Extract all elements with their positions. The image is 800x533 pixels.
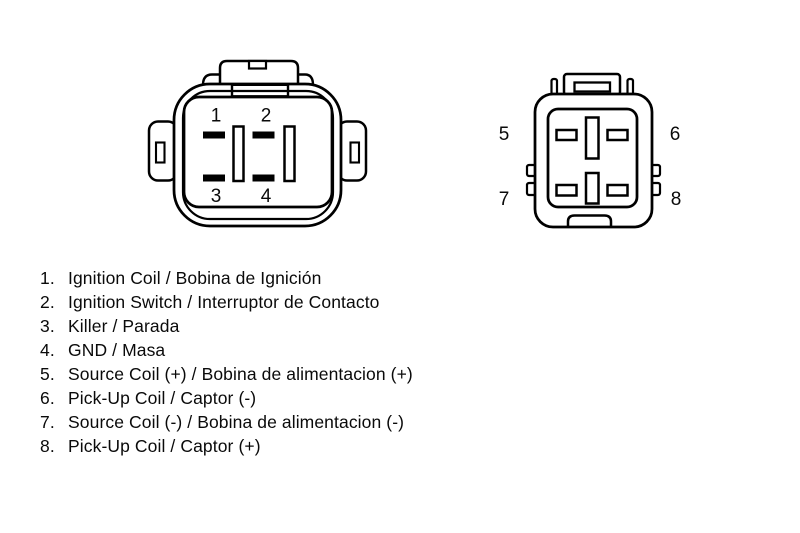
legend-item-number: 2. (40, 292, 55, 312)
pin-8-terminal (608, 185, 628, 196)
pin-1-terminal (203, 132, 225, 139)
legend-item-label: GND / Masa (68, 340, 166, 360)
pin-7-terminal (557, 185, 577, 196)
pin-label-4: 4 (260, 186, 272, 207)
pin-6-terminal (608, 130, 628, 140)
right-connector-prong-right (628, 79, 634, 95)
legend-item-label: Pick-Up Coil / Captor (-) (68, 388, 257, 408)
pin-2-terminal (253, 132, 275, 139)
pin-4-terminal (253, 175, 275, 182)
legend-item-number: 1. (40, 268, 55, 288)
legend-item-number: 4. (40, 340, 55, 360)
right-connector-key-slot-bottom (586, 173, 599, 204)
pin-label-2: 2 (260, 105, 272, 127)
legend-item-number: 5. (40, 364, 55, 384)
pin-label-1: 1 (210, 105, 222, 127)
left-connector-hood-notch (249, 61, 266, 69)
legend-item-label: Pick-Up Coil / Captor (+) (68, 436, 261, 456)
legend-item (40, 314, 413, 338)
right-connector-top-tab-slot (575, 83, 611, 92)
pin-legend (40, 266, 413, 458)
legend-item-label: Ignition Switch / Interruptor de Contacto (68, 292, 380, 312)
legend-item-number: 6. (40, 388, 55, 408)
legend-item-label: Ignition Coil / Bobina de Ignición (68, 268, 322, 288)
left-connector-side-tab-slot-right (351, 143, 360, 163)
legend-item-number: 7. (40, 412, 55, 432)
left-connector-face (184, 97, 332, 207)
legend-item-label: Killer / Parada (68, 316, 180, 336)
legend-item (40, 386, 413, 410)
left-connector (149, 61, 366, 226)
left-connector-side-tab-slot-left (156, 143, 165, 163)
legend-item (40, 362, 413, 386)
pin-5-terminal (557, 130, 577, 140)
legend-item-label: Source Coil (-) / Bobina de alimentacion (-) (68, 412, 405, 432)
pin-3-terminal (203, 175, 225, 182)
left-connector-key-slot-1 (234, 127, 244, 182)
pin-label-6: 6 (669, 124, 681, 145)
legend-item (40, 338, 413, 362)
legend-item (40, 266, 413, 290)
right-connector-key-slot-top (586, 118, 599, 159)
legend-item-number: 3. (40, 316, 55, 336)
legend-item (40, 434, 413, 458)
legend-item-number: 8. (40, 436, 55, 456)
legend-item (40, 410, 413, 434)
legend-item-label: Source Coil (+) / Bobina de alimentacion (+) (68, 364, 413, 384)
legend-item (40, 290, 413, 314)
pin-label-3: 3 (210, 186, 222, 207)
pin-label-5: 5 (498, 124, 510, 145)
right-connector-prong-left (552, 79, 558, 95)
right-connector (499, 74, 682, 227)
pin-label-8: 8 (670, 189, 682, 210)
pin-label-7: 7 (498, 189, 510, 210)
left-connector-key-slot-2 (285, 127, 295, 182)
